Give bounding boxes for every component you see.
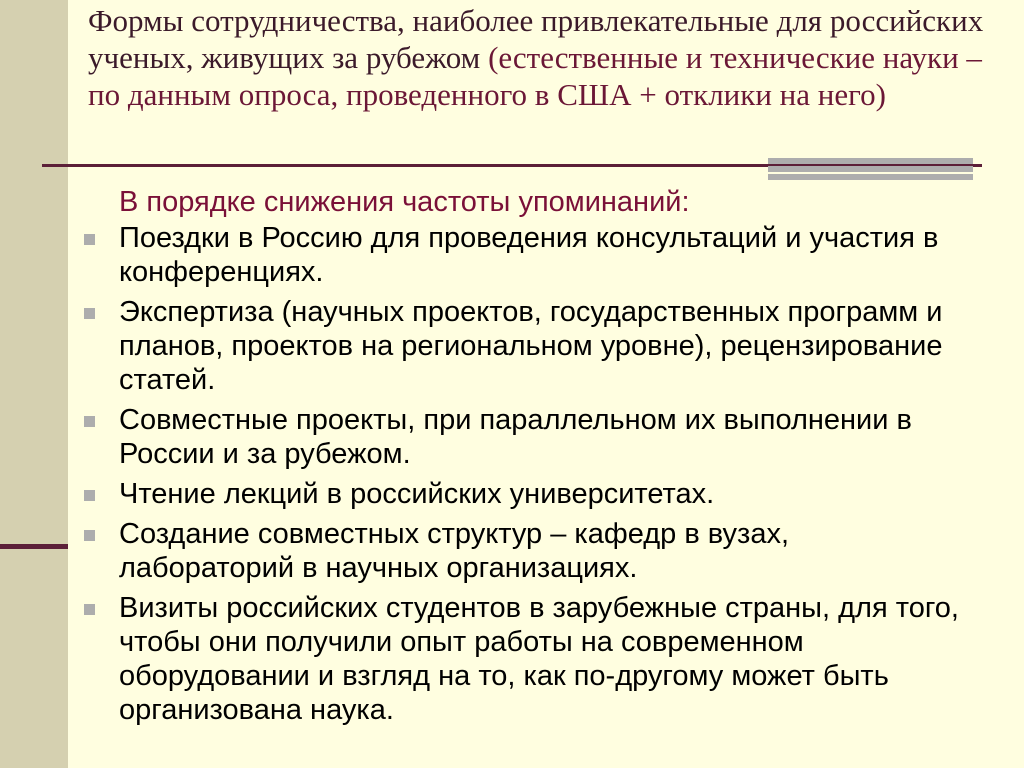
- gray-bar: [768, 158, 973, 164]
- list-item: [80, 517, 960, 585]
- bullet-list: [80, 221, 960, 727]
- square-bullet-icon: [84, 234, 95, 245]
- slide-content: [80, 182, 960, 733]
- list-item-text: Чтение лекций в российских университетах.: [119, 478, 715, 510]
- list-item: [80, 403, 960, 471]
- gray-bar: [768, 166, 973, 172]
- list-item-text: Создание совместных структур – кафедр в вузах, лабораторий в научных организациях.: [119, 518, 790, 584]
- list-item-text: Совместные проекты, при параллельном их выполнении в России и за рубежом.: [119, 404, 912, 470]
- list-item: [80, 295, 960, 397]
- list-item: [80, 477, 960, 511]
- list-item-text: Поездки в Россию для проведения консультаций и участия в конференциях.: [119, 222, 939, 288]
- decorative-band-rule: [0, 544, 68, 549]
- square-bullet-icon: [84, 604, 95, 615]
- gray-bar: [768, 174, 973, 180]
- decorative-left-band: [0, 0, 68, 768]
- square-bullet-icon: [84, 530, 95, 541]
- slide-title-main: Формы сотрудничества, наиболее привлекательные для российских ученых, живущих за рубежом: [88, 3, 984, 75]
- square-bullet-icon: [84, 308, 95, 319]
- slide-title-highlight: (естественные и технические науки – по данным опроса, проведенного в США + отклики на него): [88, 40, 982, 112]
- list-item: [80, 221, 960, 289]
- list-item: [80, 591, 960, 727]
- slide-title: [88, 2, 1008, 113]
- list-item-text: Экспертиза (научных проектов, государственных программ и планов, проектов на региональном уровне), рецензирование статей.: [119, 296, 943, 396]
- square-bullet-icon: [84, 490, 95, 501]
- decorative-gray-bars: [768, 158, 973, 180]
- list-item-text: Визиты российских студентов в зарубежные страны, для того, чтобы они получили опыт работы на современном оборудовании и взгляд на то, как по-другому может быть организована наука.: [119, 592, 959, 726]
- intro-text: В порядке снижения частоты упоминаний:: [119, 186, 690, 218]
- square-bullet-icon: [84, 416, 95, 427]
